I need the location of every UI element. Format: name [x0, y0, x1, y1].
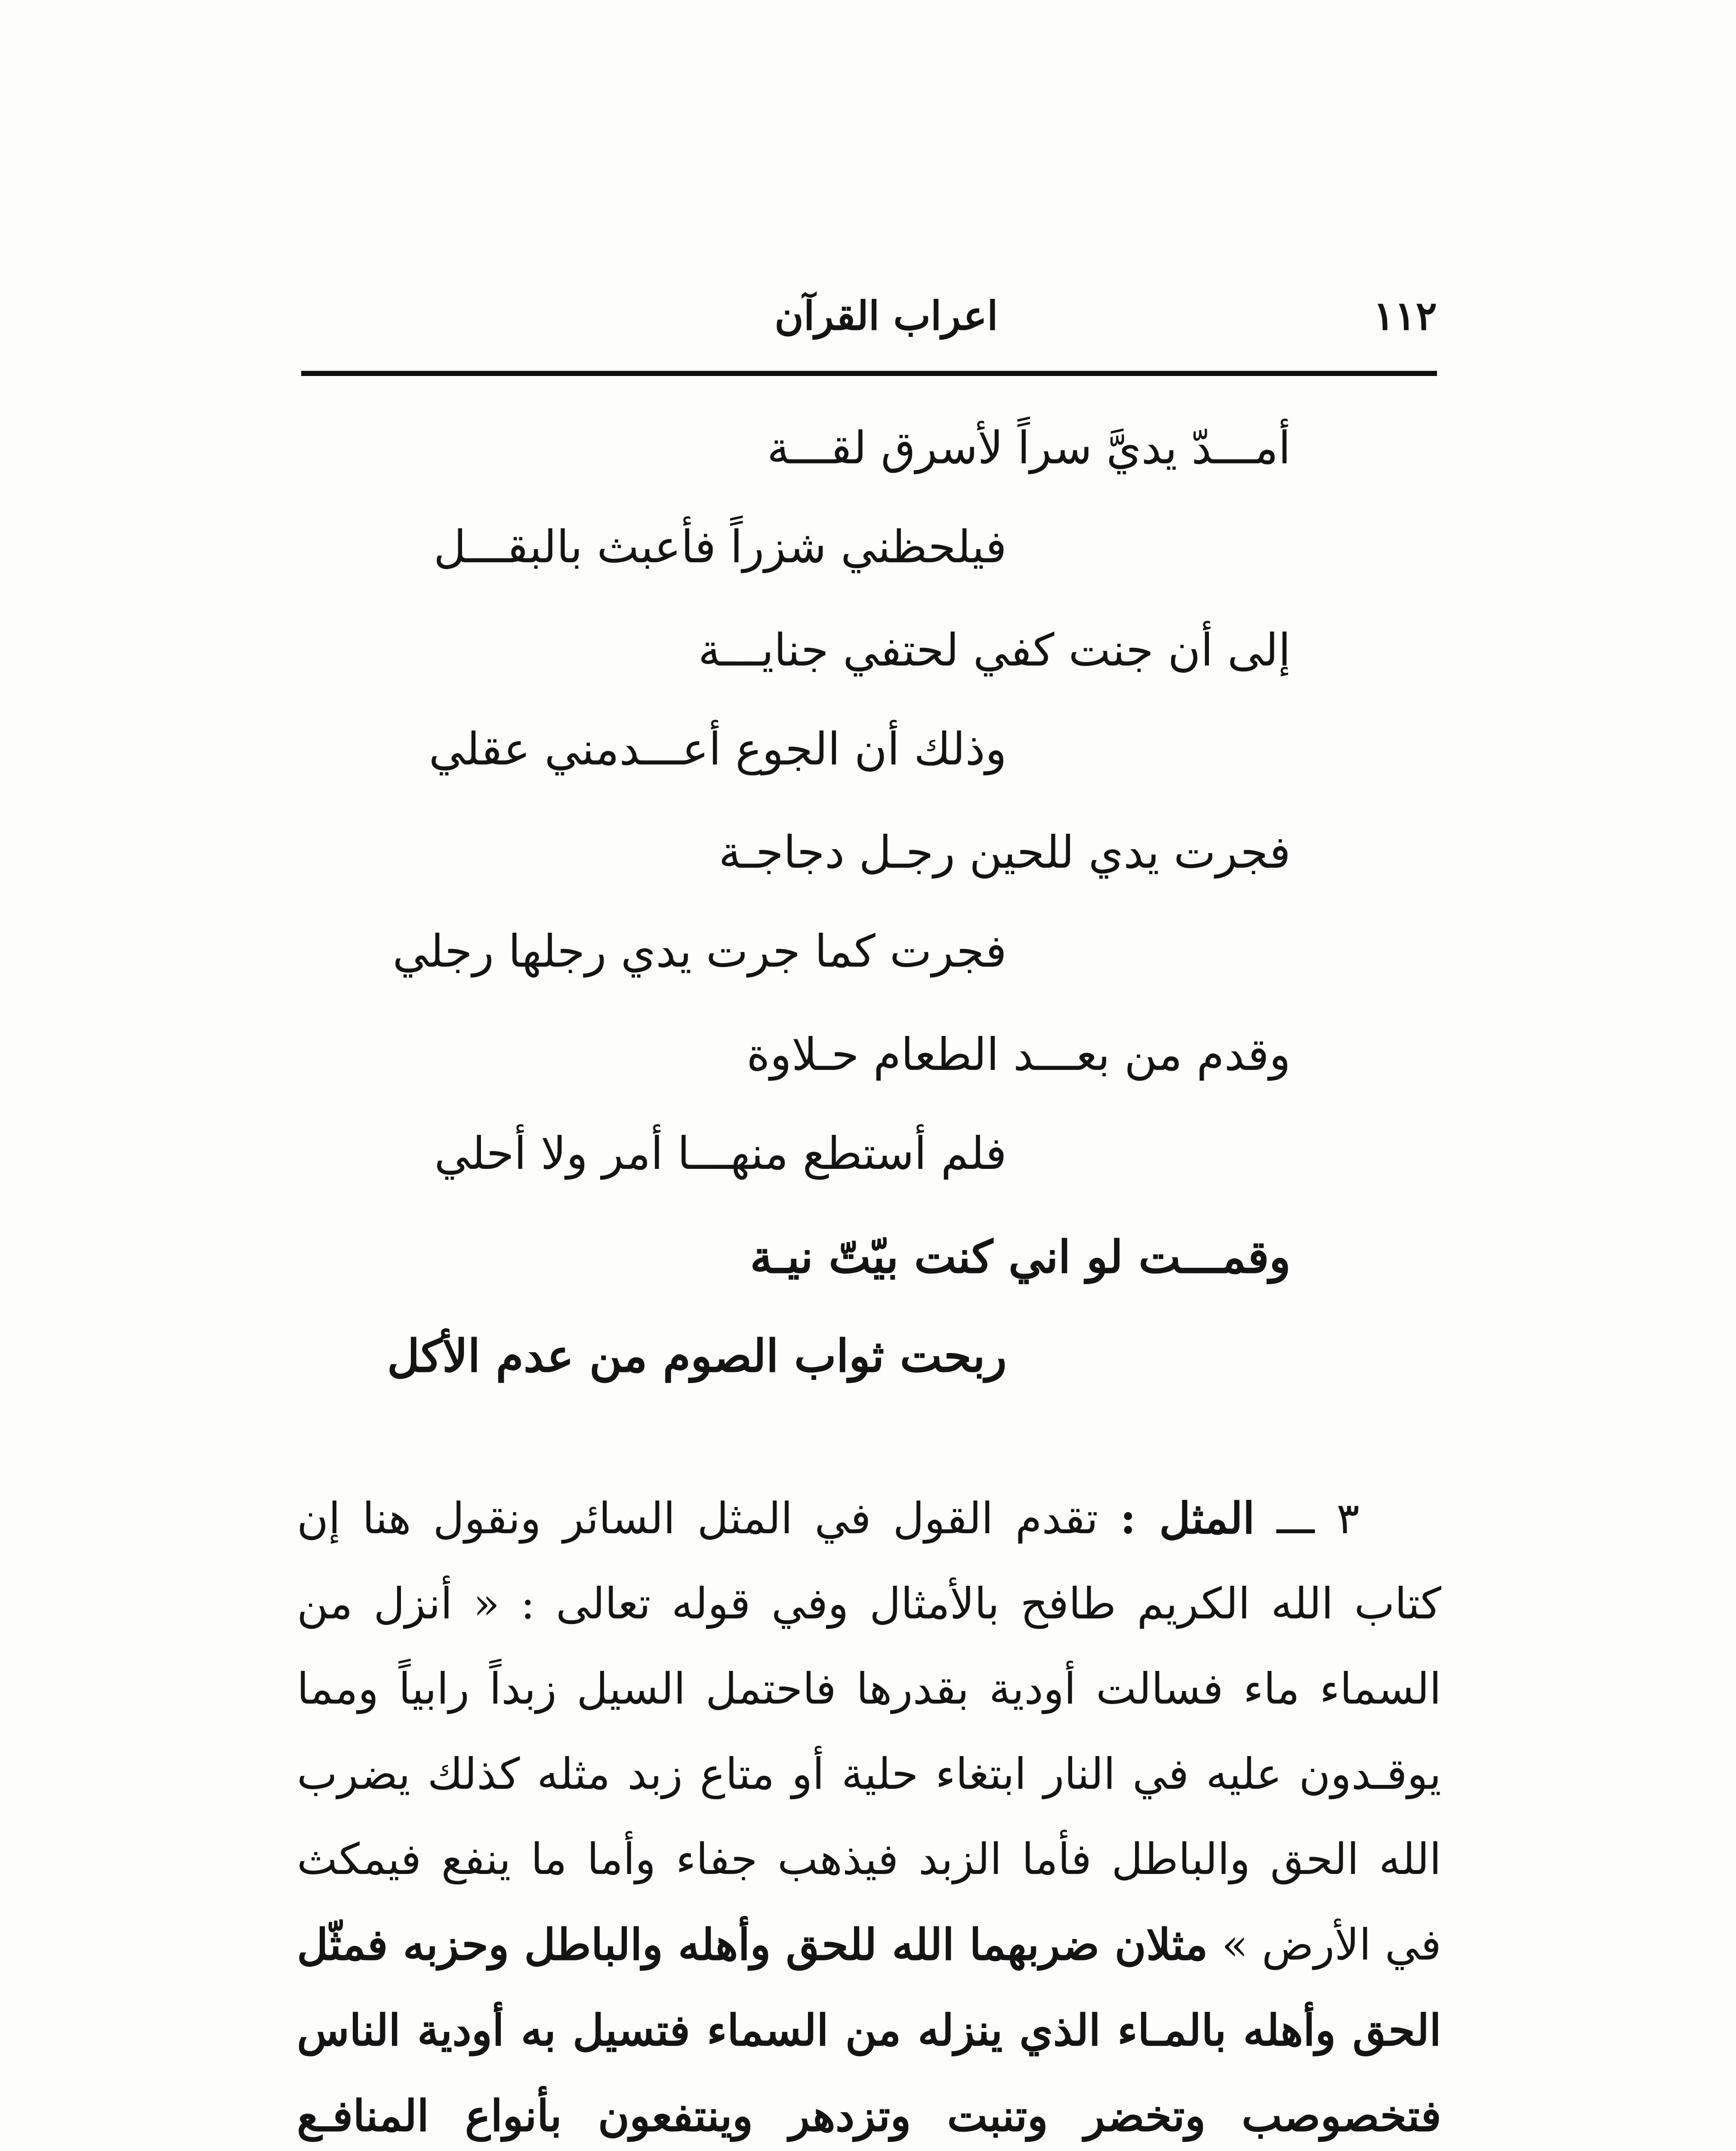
prose-section [297, 1476, 1441, 2151]
section-label: المثل : [1120, 1493, 1255, 1544]
verse-5-second-hemistich: ربحت ثواب الصوم من عدم الأكل [387, 1329, 1007, 1382]
prose-text-part-1: تقدم القول في المثل السائر ونقول هنا إن كتاب الله الكريم طافح بالأمثال وفي قوله تعالى : « أنزل من السماء ماء فسالت أودية بقدرها فاحتمل السيل زبداً رابياً ومما يوقـدون عليه في النار ابتغاء حلية أو متاع زبد مثله كذلك يضرب الله الحق والباطل فأما الزبد فيذهب جفاء وأما ما ينفع فيمكث في الأرض » [297, 1493, 1441, 1970]
verse-1-first-hemistich: أمـــدّ يديَّ سراً لأسرق لقـــة [767, 422, 1291, 474]
verse-1 [301, 413, 1437, 615]
verse-2-second-hemistich: وذلك أن الجوع أعـــدمني عقلي [429, 723, 1007, 775]
verse-3-second-hemistich: فجرت كما جرت يدي رجلها رجلي [392, 925, 1007, 977]
verse-1-second-hemistich: فيلحظني شزراً فأعبث بالبقـــل [433, 521, 1007, 573]
prose-paragraph [297, 1476, 1441, 2151]
page-number: ١١٢ [1373, 293, 1437, 339]
running-head [301, 275, 1437, 361]
verse-5 [301, 1222, 1437, 1424]
verse-4-second-hemistich: فلم أستطع منهـــا أمر ولا أحلي [434, 1127, 1007, 1180]
verse-3 [301, 817, 1437, 1020]
prose-text-part-2: مثلان ضربهما الله للحق وأهله والباطل وحزبه فمثّل الحق وأهله بالمـاء الذي ينزله من السماء فتسيل به أودية الناس فتخصوصب وتخضر وتنبت وتزدهر وينتفعون بأنواع المنافـع [297, 1919, 1441, 2141]
running-title: اعراب القرآن [774, 293, 998, 339]
verse-5-first-hemistich: وقمـــت لو اني كنت بيّتّ نيـة [750, 1230, 1291, 1283]
verse-4-first-hemistich: وقدم من بعـــد الطعام حـلاوة [746, 1028, 1291, 1081]
verse-3-first-hemistich: فجرت يدي للحين رجـل دجاجـة [718, 826, 1291, 878]
poem [301, 413, 1437, 1424]
verse-2-first-hemistich: إلى أن جنت كفي لحتفي جنايـــة [698, 624, 1291, 676]
verse-2 [301, 615, 1437, 817]
verse-4 [301, 1020, 1437, 1222]
section-number: ٣ ـــ [1277, 1493, 1360, 1544]
header-rule [301, 371, 1437, 376]
